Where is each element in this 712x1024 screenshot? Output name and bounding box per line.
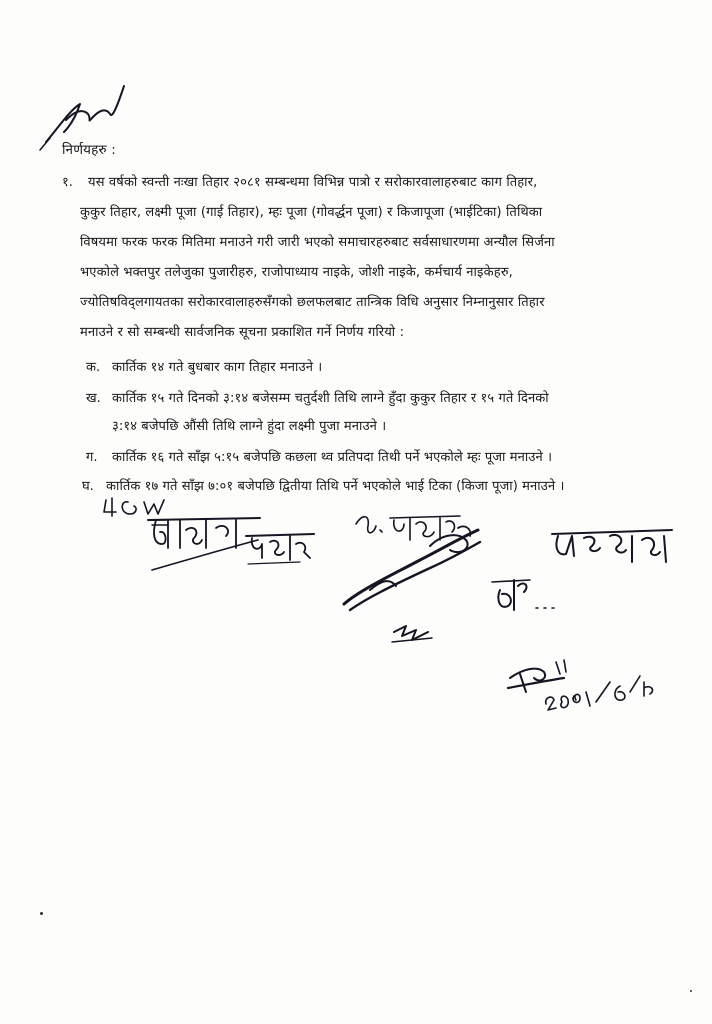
- item-label: घ.: [82, 479, 94, 494]
- paragraph-line: मनाउने र सो सम्बन्धी सार्वजनिक सूचना प्रकाशित गर्ने निर्णय गरियो :: [80, 325, 405, 340]
- paragraph-line: भएकोले भक्तपुर तलेजुका पुजारीहरु, राजोपाध्याय नाइके, जोशी नाइके, कर्मचार्य नाइकेहरु,: [80, 265, 513, 280]
- paragraph-line: ज्योतिषविद्लगायतका सरोकारवालाहरुसँगको छलफलबाट तान्त्रिक विधि अनुसार निम्नानुसार तिहार: [80, 295, 545, 310]
- item-line: ३:१४ बजेपछि औंसी तिथि लाग्ने हुंदा लक्ष्मी पुजा मनाउने ।: [112, 419, 387, 434]
- signature-yuraj: [240, 528, 320, 572]
- item-line: कार्तिक १४ गते बुधबार काग तिहार मनाउने ।: [112, 360, 323, 375]
- stray-mark: [690, 990, 692, 992]
- signature-mahendra: [548, 522, 678, 582]
- paragraph-line: कुकुर तिहार, लक्ष्मी पूजा (गाई तिहार), म्हः पूजा (गोवर्द्धन पूजा) र किजापूजा (भाईटिका) तिथिका: [80, 205, 543, 220]
- paragraph-line: विषयमा फरक फरक मितिमा मनाउने गरी जारी भएको समाचारहरुबाट सर्वसाधारणमा अन्यौल सिर्जना: [80, 235, 555, 250]
- paragraph-number: १.: [62, 175, 73, 190]
- item-line: कार्तिक १७ गते साँझ ७:०१ बजेपछि द्वितीया तिथि पर्ने भएकोले भाई टिका (किजा पूजा) मनाउने ।: [106, 479, 565, 494]
- item-label: क.: [86, 360, 101, 375]
- paragraph-line: यस वर्षको स्वन्ती नःखा तिहार २०८१ सम्बन्धमा विभिन्न पात्रो र सरोकारवालाहरुबाट काग तिहार,: [88, 175, 538, 190]
- item-line: कार्तिक १५ गते दिनको ३:१४ बजेसम्म चतुर्दशी तिथि लाग्ने हुँदा कुकुर तिहार र १५ गते दिनको: [112, 391, 549, 406]
- item-label: ख.: [86, 391, 101, 406]
- stray-mark: [40, 912, 43, 915]
- item-line: कार्तिक १६ गते साँझ ५:१५ बजेपछि कछला थ्व प्रतिपदा तिथी पर्ने भएकोले म्हः पूजा मनाउने ।: [112, 450, 553, 465]
- decisions-heading: निर्णयहरु :: [62, 142, 117, 158]
- signature-small-scribble: [388, 618, 448, 648]
- date-handwritten: [540, 672, 660, 716]
- item-label: ग.: [86, 450, 98, 465]
- signature-large-flourish: [330, 520, 490, 620]
